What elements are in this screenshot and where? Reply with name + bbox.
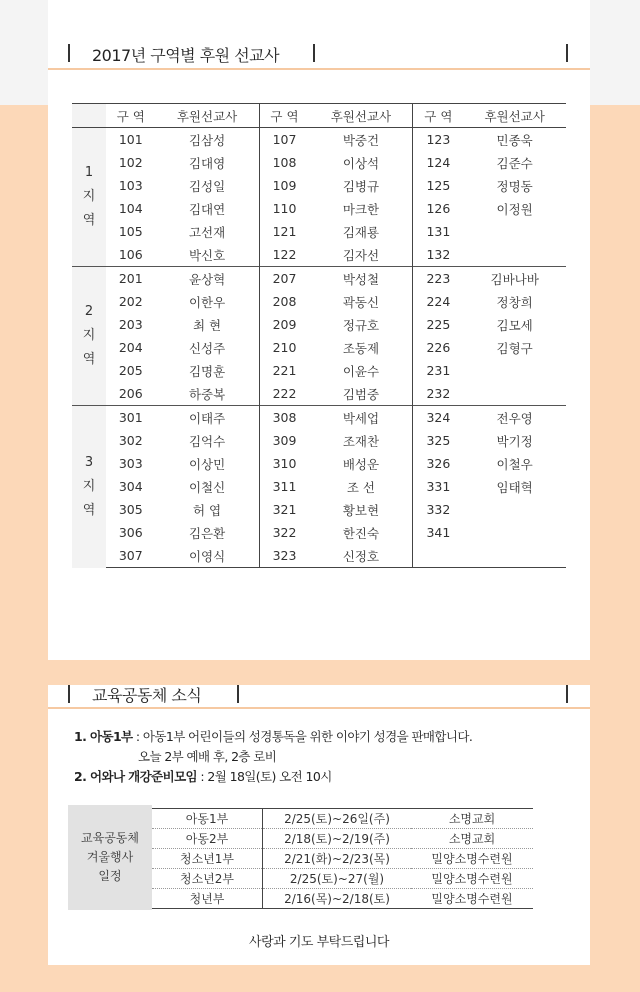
header-bar-left	[68, 685, 70, 703]
missionary-card	[48, 0, 590, 660]
region-label-char: 2	[84, 304, 94, 319]
district-number: 231	[426, 363, 451, 378]
region-label-char: 3	[84, 454, 94, 470]
missionary-name: 김대연	[156, 197, 259, 220]
district-number: 204	[118, 340, 143, 355]
schedule-label-line: 일정	[98, 869, 122, 883]
district-number: 107	[272, 132, 297, 147]
missionary-name: 정창희	[496, 294, 533, 310]
section-title: 2017년 구역별 후원 선교사	[92, 46, 280, 65]
district-number: 305	[118, 502, 143, 517]
missionary-name: 이윤수	[309, 359, 412, 382]
table-header: 후원선교사	[309, 104, 412, 128]
schedule-row	[152, 809, 533, 829]
missionary-name	[463, 544, 566, 568]
district-number: 101	[118, 132, 143, 147]
district-number: 307	[106, 544, 156, 568]
missionary-name: 이상석	[309, 151, 412, 174]
district-number: 206	[118, 386, 143, 401]
table-header-row	[72, 104, 566, 128]
district-number: 232	[426, 386, 451, 401]
table-header: 후원선교사	[156, 104, 259, 128]
district-number: 321	[272, 502, 297, 517]
district-number: 322	[272, 525, 297, 540]
schedule-place: 밀양소명수련원	[411, 849, 533, 869]
missionary-name: 김명훈	[156, 359, 259, 382]
missionary-name: 황보현	[309, 498, 412, 521]
district-number	[413, 544, 463, 568]
closing-message: 사랑과 기도 부탁드립니다	[249, 935, 389, 950]
missionary-name: 조 선	[309, 475, 412, 498]
district-number: 302	[118, 433, 143, 448]
missionary-name: 김병규	[309, 174, 412, 197]
missionary-name: 윤상혁	[156, 267, 259, 291]
district-number: 110	[272, 201, 297, 216]
district-number: 132	[426, 247, 451, 262]
schedule-date: 2/21(화)~2/23(목)	[263, 849, 412, 869]
header-region-blank	[72, 104, 106, 128]
news-title: 교육공동체 소식	[92, 686, 202, 705]
missionary-name: 임태혁	[496, 479, 533, 495]
news-item-1-text: : 아동1부 어린이들의 성경통독을 위한 이야기 성경을 판매합니다.	[135, 729, 473, 744]
missionary-name: 김재룡	[309, 220, 412, 243]
missionary-name: 최 현	[156, 313, 259, 336]
schedule-body	[152, 809, 533, 909]
region-label	[72, 128, 106, 267]
table-row	[72, 521, 566, 544]
district-number: 102	[118, 155, 143, 170]
table-row	[72, 382, 566, 406]
table-row	[72, 128, 566, 152]
district-number: 125	[426, 178, 451, 193]
district-number: 202	[118, 294, 143, 309]
district-number: 224	[426, 294, 451, 309]
table-header: 구 역	[106, 104, 156, 128]
district-number: 124	[426, 155, 451, 170]
schedule-label	[68, 805, 152, 910]
schedule-date: 2/25(토)~27(월)	[263, 869, 412, 889]
region-label-char: 역	[82, 352, 96, 367]
table-row	[72, 151, 566, 174]
missionary-name: 김자선	[309, 243, 412, 267]
missionary-name: 조재찬	[309, 429, 412, 452]
missionary-name: 김성일	[156, 174, 259, 197]
missionary-name: 신성주	[156, 336, 259, 359]
schedule-dept: 아동2부	[152, 829, 263, 849]
news-item-1	[74, 727, 472, 745]
missionary-name: 민종욱	[496, 132, 533, 148]
missionary-name: 하중복	[156, 382, 259, 406]
table-row	[72, 406, 566, 430]
schedule-label-line: 교육공동체	[81, 831, 139, 845]
missionary-name	[463, 521, 566, 544]
table-row	[72, 197, 566, 220]
district-number: 205	[118, 363, 143, 378]
table-row	[72, 544, 566, 568]
missionary-name: 정명동	[496, 178, 533, 194]
header-bar-right	[566, 685, 568, 703]
district-number: 207	[259, 267, 309, 291]
schedule-date: 2/18(토)~2/19(주)	[263, 829, 412, 849]
district-number: 332	[426, 502, 451, 517]
district-number: 341	[426, 525, 451, 540]
missionary-name: 이철신	[156, 475, 259, 498]
news-item-2-text: : 2월 18일(토) 오전 10시	[200, 769, 332, 784]
schedule-row	[152, 849, 533, 869]
news-card	[48, 685, 590, 965]
district-number: 325	[426, 433, 451, 448]
table-header: 구 역	[413, 104, 463, 128]
missionary-name: 정규호	[309, 313, 412, 336]
missionary-name	[463, 498, 566, 521]
schedule-place: 밀양소명수련원	[411, 889, 533, 909]
region-label-char: 역	[82, 502, 96, 518]
missionary-name	[463, 220, 566, 243]
missionary-name	[463, 359, 566, 382]
district-number: 310	[272, 456, 297, 471]
district-number: 103	[118, 178, 143, 193]
district-number: 106	[118, 247, 143, 262]
district-number: 221	[272, 363, 297, 378]
table-row	[72, 220, 566, 243]
missionary-name	[463, 243, 566, 267]
schedule-label-line: 겨울행사	[86, 850, 134, 864]
district-number: 226	[426, 340, 451, 355]
district-number: 108	[272, 155, 297, 170]
header-bar-right	[566, 44, 568, 62]
schedule-dept: 청소년1부	[152, 849, 263, 869]
region-label-char: 지	[82, 189, 96, 204]
table-row	[72, 243, 566, 267]
district-number: 308	[259, 406, 309, 430]
schedule-date: 2/16(목)~2/18(토)	[263, 889, 412, 909]
district-number: 109	[272, 178, 297, 193]
missionary-name: 이영식	[156, 544, 259, 568]
region-label-char: 지	[82, 328, 96, 343]
table-row	[72, 267, 566, 291]
table-row	[72, 429, 566, 452]
schedule-dept: 아동1부	[152, 809, 263, 829]
missionary-name: 전우영	[463, 406, 566, 430]
district-number: 203	[118, 317, 143, 332]
district-number: 331	[426, 479, 451, 494]
district-number: 324	[413, 406, 463, 430]
district-number: 122	[272, 247, 297, 262]
district-number: 121	[272, 224, 297, 239]
district-number: 323	[259, 544, 309, 568]
district-number: 126	[426, 201, 451, 216]
news-item-2	[74, 767, 332, 785]
district-number: 131	[426, 224, 451, 239]
table-row	[72, 313, 566, 336]
missionary-name: 이상민	[156, 452, 259, 475]
missionary-name: 김범중	[309, 382, 412, 406]
region-label	[72, 267, 106, 406]
schedule-place: 소명교회	[411, 809, 533, 829]
header-bar-mid	[313, 44, 315, 62]
schedule-dept: 청소년2부	[152, 869, 263, 889]
missionary-name: 김대영	[156, 151, 259, 174]
district-number: 201	[106, 267, 156, 291]
region-label-char: 역	[82, 213, 96, 228]
district-number: 208	[272, 294, 297, 309]
schedule-row	[152, 889, 533, 909]
district-number: 209	[272, 317, 297, 332]
schedule-place: 소명교회	[411, 829, 533, 849]
region-label-char: 지	[82, 478, 96, 494]
missionary-name: 곽동신	[309, 290, 412, 313]
district-number: 210	[272, 340, 297, 355]
table-header: 구 역	[259, 104, 309, 128]
missionary-name: 마크한	[309, 197, 412, 220]
district-number: 304	[118, 479, 143, 494]
missionary-name: 허 엽	[156, 498, 259, 521]
district-number: 309	[272, 433, 297, 448]
district-number: 311	[272, 479, 297, 494]
table-row	[72, 174, 566, 197]
schedule-row	[152, 829, 533, 849]
schedule-date: 2/25(토)~26일(주)	[263, 809, 412, 829]
missionary-name: 이정원	[496, 201, 533, 217]
missionary-name: 박성철	[309, 267, 412, 291]
missionary-name: 김준수	[496, 155, 533, 171]
table-body	[72, 128, 566, 568]
news-header	[48, 685, 590, 709]
missionary-name: 신정호	[309, 544, 412, 568]
missionary-name: 박신호	[156, 243, 259, 267]
missionary-name: 이철우	[496, 456, 533, 472]
district-number: 301	[106, 406, 156, 430]
missionary-name: 김억수	[156, 429, 259, 452]
district-number: 104	[118, 201, 143, 216]
missionary-name: 이한우	[156, 290, 259, 313]
district-number: 303	[118, 456, 143, 471]
table-row	[72, 336, 566, 359]
missionary-name	[463, 382, 566, 406]
table-row	[72, 359, 566, 382]
missionary-name: 김삼성	[156, 128, 259, 152]
header-bar-left	[68, 44, 70, 62]
missionary-name: 박중건	[309, 128, 412, 152]
missionary-name: 조동제	[309, 336, 412, 359]
table-row	[72, 475, 566, 498]
district-number: 223	[413, 267, 463, 291]
schedule-dept: 청년부	[152, 889, 263, 909]
missionary-name: 박기정	[496, 433, 533, 449]
district-number: 105	[118, 224, 143, 239]
district-number: 225	[426, 317, 451, 332]
table-header: 후원선교사	[463, 104, 566, 128]
district-number: 326	[426, 456, 451, 471]
missionary-name: 김바나바	[463, 267, 566, 291]
district-number: 306	[118, 525, 143, 540]
missionary-name: 김모세	[496, 317, 533, 333]
district-number: 222	[272, 386, 297, 401]
section-header	[48, 0, 590, 70]
missionary-name: 이태주	[156, 406, 259, 430]
header-bar-mid	[237, 685, 239, 703]
region-label	[72, 406, 106, 568]
schedule-row	[152, 869, 533, 889]
schedule-place: 밀양소명수련원	[411, 869, 533, 889]
missionary-name: 한진숙	[309, 521, 412, 544]
missionary-name: 김은환	[156, 521, 259, 544]
district-number: 123	[426, 132, 451, 147]
news-item-1-detail: 오늘 2부 예배 후, 2층 로비	[138, 749, 277, 764]
table-row	[72, 452, 566, 475]
table-row	[72, 290, 566, 313]
news-item-1-title: 1. 아동1부	[74, 729, 133, 744]
missionary-name: 배성운	[309, 452, 412, 475]
region-label-char: 1	[84, 165, 94, 180]
missionary-name: 김형구	[496, 340, 533, 356]
table-row	[72, 498, 566, 521]
schedule-table	[152, 808, 533, 909]
missionary-name: 박세업	[309, 406, 412, 430]
news-item-2-title: 2. 어와나 개강준비모임	[74, 769, 198, 784]
missionary-name: 고선재	[156, 220, 259, 243]
missionary-table	[72, 103, 566, 568]
